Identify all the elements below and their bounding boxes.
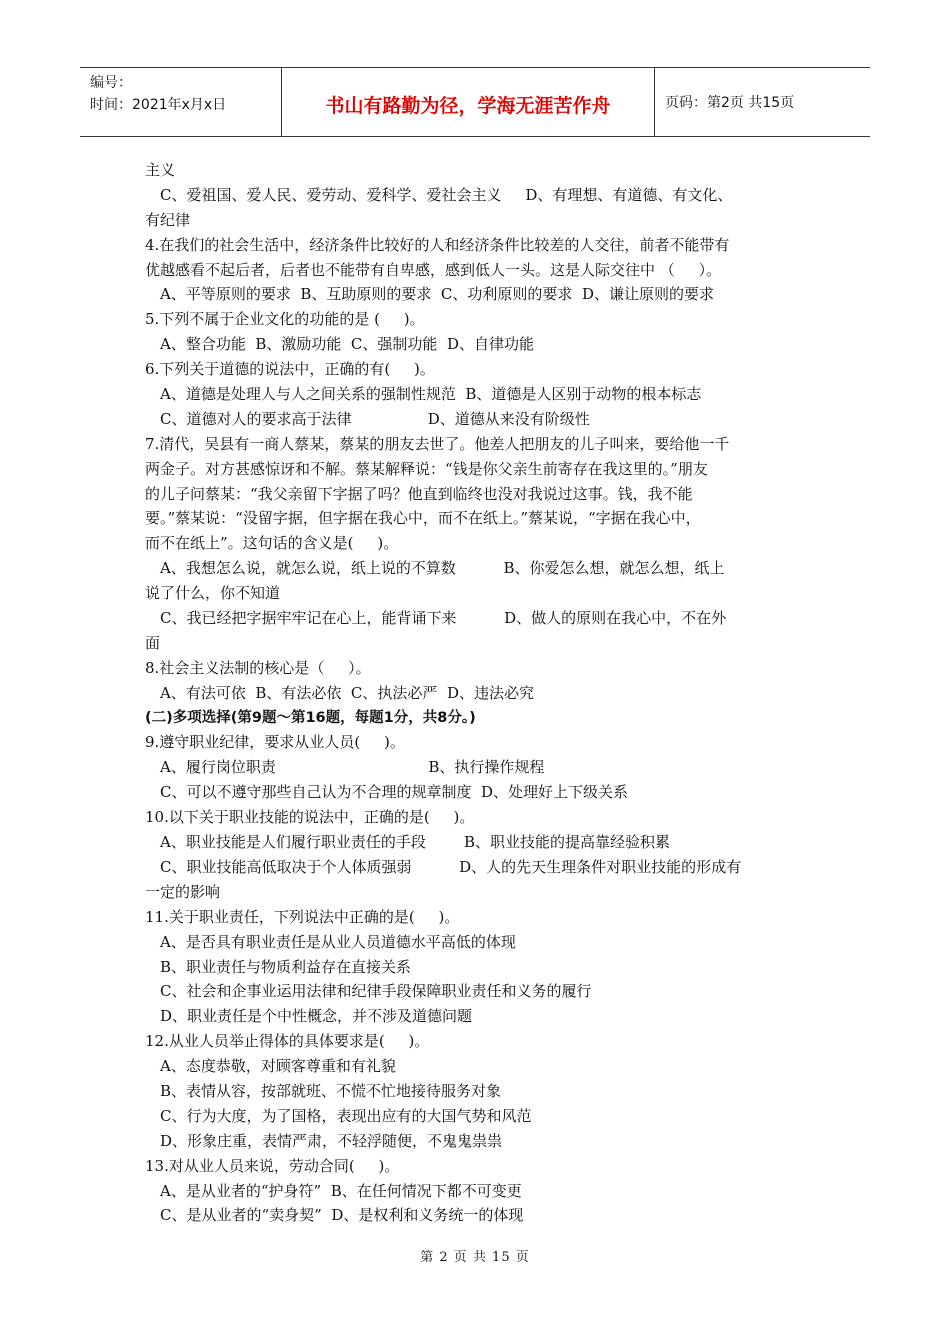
text-line: B、职业责任与物质利益存在直接关系 <box>160 957 412 976</box>
text-line: A、平等原则的要求 B、互助原则的要求 C、功利原则的要求 D、谦让原则的要求 <box>160 285 714 304</box>
header-meta <box>80 68 282 136</box>
document-number-label: 编号： <box>90 75 132 91</box>
section-heading: (二)多项选择(第9题～第16题，每题1分，共8分。) <box>145 709 476 726</box>
text-line: 4.在我们的社会生活中，经济条件比较好的人和经济条件比较差的人交往，前者不能带有 <box>145 235 730 254</box>
text-line: 说了什么，你不知道 <box>145 584 281 603</box>
text-line: 5.下列不属于企业文化的功能的是 ( )。 <box>145 310 425 329</box>
text-line: C、行为大度，为了国格，表现出应有的大国气势和风范 <box>160 1106 532 1125</box>
text-line: C、是从业者的“卖身契” D、是权利和义务统一的体现 <box>160 1206 524 1225</box>
text-line: 一定的影响 <box>145 882 221 901</box>
text-line: C、职业技能高低取决于个人体质强弱 D、人的先天生理条件对职业技能的形成有 <box>160 857 742 876</box>
text-line: 而不在纸上”。这句话的含义是( )。 <box>145 534 399 553</box>
text-line: 12.从业人员举止得体的具体要求是( )。 <box>145 1032 430 1051</box>
text-line: A、是否具有职业责任是从业人员道德水平高低的体现 <box>160 932 516 951</box>
text-line: A、履行岗位职责 B、执行操作规程 <box>160 758 545 777</box>
text-line: 要。”蔡某说：“没留字据，但字据在我心中，而不在纸上。”蔡某说，“字据在我心中， <box>145 509 701 528</box>
text-line: A、我想怎么说，就怎么说，纸上说的不算数 B、你爱怎么想，就怎么想，纸上 <box>160 559 725 578</box>
page-footer: 第 2 页 共 15 页 <box>420 1250 530 1265</box>
text-line: D、职业责任是个中性概念，并不涉及道德问题 <box>160 1007 473 1026</box>
text-line: A、整合功能 B、激励功能 C、强制功能 D、自律功能 <box>160 335 534 354</box>
text-line: A、有法可依 B、有法必依 C、执法必严 D、违法必究 <box>160 683 534 702</box>
text-line: C、社会和企事业运用法律和纪律手段保障职业责任和义务的履行 <box>160 982 592 1001</box>
document-body <box>145 158 815 1228</box>
text-line: 11.关于职业责任，下列说法中正确的是( )。 <box>145 907 460 926</box>
text-line: 10.以下关于职业技能的说法中，正确的是( )。 <box>145 808 475 827</box>
text-line: C、可以不遵守那些自己认为不合理的规章制度 D、处理好上下级关系 <box>160 783 629 802</box>
header-page-info: 页码：第2页 共15页 <box>665 95 795 111</box>
text-line: C、爱祖国、爱人民、爱劳动、爱科学、爱社会主义 D、有理想、有道德、有文化、 <box>160 185 733 204</box>
text-line: 8.社会主义法制的核心是（ ）。 <box>145 658 371 677</box>
page-header <box>80 67 870 137</box>
text-line: 两金子。对方甚感惊讶和不解。蔡某解释说：“钱是你父亲生前寄存在我这里的。”朋友 <box>145 459 708 478</box>
text-line: A、道德是处理人与人之间关系的强制性规范 B、道德是人区别于动物的根本标志 <box>160 385 702 404</box>
text-line: 6.下列关于道德的说法中，正确的有( )。 <box>145 360 435 379</box>
text-line: 9.遵守职业纪律，要求从业人员( )。 <box>145 733 405 752</box>
text-line: 优越感看不起后者，后者也不能带有自卑感，感到低人一头。这是人际交往中 （ ）。 <box>145 260 722 279</box>
text-line: C、道德对人的要求高于法律 D、道德从来没有阶级性 <box>160 409 590 428</box>
text-line: D、形象庄重，表情严肃，不轻浮随便，不鬼鬼祟祟 <box>160 1131 503 1150</box>
text-line: 面 <box>145 633 161 652</box>
document-date-label: 时间：2021年x月x日 <box>90 97 227 113</box>
text-line: 的儿子问蔡某：“我父亲留下字据了吗？他直到临终也没对我说过这事。钱，我不能 <box>145 484 693 503</box>
text-line: C、我已经把字据牢牢记在心上，能背诵下来 D、做人的原则在我心中，不在外 <box>160 609 727 628</box>
text-line: A、是从业者的“护身符” B、在任何情况下都不可变更 <box>160 1181 522 1200</box>
text-line: 13.对从业人员来说，劳动合同( )。 <box>145 1156 400 1175</box>
text-line: B、表情从容，按部就班、不慌不忙地接待服务对象 <box>160 1081 502 1100</box>
text-line: A、职业技能是人们履行职业责任的手段 B、职业技能的提高靠经验积累 <box>160 833 671 852</box>
text-line: 7.清代，吴县有一商人蔡某，蔡某的朋友去世了。他差人把朋友的儿子叫来，要给他一千 <box>145 434 730 453</box>
text-line: 主义 <box>145 161 176 179</box>
header-motto: 书山有路勤为径，学海无涯苦作舟 <box>282 68 655 136</box>
text-line: 有纪律 <box>145 210 191 229</box>
text-line: A、态度恭敬，对顾客尊重和有礼貌 <box>160 1057 396 1076</box>
